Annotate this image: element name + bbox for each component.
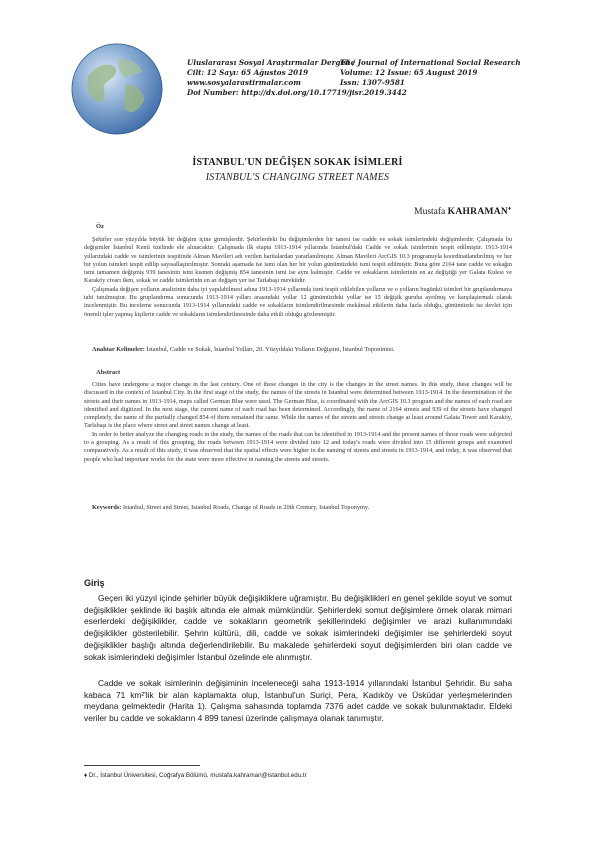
issue-info-en: Volume: 12 Issue: 65 August 2019 xyxy=(340,68,478,77)
intro-paragraph-2 xyxy=(84,678,512,725)
intro-paragraph-1-text: Geçen iki yüzyıl içinde şehirler büyük değişikliklere uğramıştır. Bu değişiklikleri en genel şekilde soyut ve somut değişiklikler şeklinde iki başlık altında ele almak mümkündür. Şehirlerdeki somut değişimlere örnek olarak mimari eserlerdeki değişiklikler, cadde ve sokakların geometrik şekillerindeki değişimler ve arazi kullanımındaki değişiklikler gösterilebilir. Şehrin kültürü, dili, cadde ve sokak isimlerindeki değişimler ise şehirlerdeki soyut değişiklikler başlığı altında değerlendirilebilir. Bu makalede şehirlerdeki soyut değişimlerden biri olan cadde ve sokak isimlerindeki değişimler İstanbul özelinde ele alınmıştır. xyxy=(84,593,512,662)
oz-paragraph-2: Çalışmada değişen yolların analizinin daha iyi yapılabilmesi adına 1913-1914 yıllarında ismi tespit edilebilen yolların ve o yolların bugünkü isimleri bir gruplandırmaya tabi tutulmuştur. Bu gruplandırma sonucunda 1913-1914 yılları arasındaki yollar 12 günümüzdeki yollar ise 15 değişik guruba ayrılmış ve karşılaştırmalı olarak incelenmiştir. Bu inceleme sonucunda 1913-1914 yıllarındaki cadde ve sokakların isimlendirilmesinde mekânsal etkilerin daha fazla olduğu, günümüzde ise devlet için önemli işler yapmış kişilerin cadde ve sokakların isimlendirilmesinde daha etkili olduğu gözlenmiştir. xyxy=(84,285,512,318)
author-footnote: ♦ Dr., İstanbul Üniversitesi, Coğrafya Bölümü, mustafa.kahraman@istanbul.edu.tr xyxy=(84,772,307,779)
intro-paragraph-2-text: Cadde ve sokak isimlerinin değişiminin inceleneceği saha 1913-1914 yıllarındaki İstanbul Şehridir. Bu saha kabaca 71 km²'lik bir alan kaplamakta olup, İstanbul'un Suriçi, Pera, Kadıköy ve Üsküdar yerleşmelerinden meydana gelmektedir (Harita 1). Çalışma sahasında toplamda 7376 adet cadde ve sokak bulunmaktadır. Eldeki veriler bu cadde ve sokakların 4 899 tanesi üzerinde çalışmaya olanak tanımıştır. xyxy=(84,678,512,724)
abstract-paragraph-1: Cities have undergone a major change in the last century. One of these changes in the city is the changes in the street names. In this study, these changes will be discussed in the context of Istanbul City. In the first stage of the study, the names of the streets in Istanbul were determined between 1913-1914. In the determination of the streets and their names in 1913-1914, maps called German Blue were used. The German Blue, is coordinated with the ArcGIS 10.3 program and the names of each road are identified and digitized. In the next stage, the current name of each road has been determined. Accordingly, the name of 2164 streets and 939 of the streets have changed completely, the name of the partially changed 854 of them remained the same. While the names of the streets and streets change at least around Galata Tower and Karaköy, Tarlabaşı is the place where street and street names change at least. xyxy=(84,381,512,430)
journal-website[interactable]: www.sosyalarastirmalar.com xyxy=(187,78,301,87)
footnote-divider xyxy=(84,765,200,766)
oz-paragraph-1: Şehirler son yüzyılda büyük bir değişim içine girmişlerdir. Şehirlerdeki bu değişimlerden bir tanesi ise cadde ve sokak isimlerindeki değişimlerdir. Çalışmada bu değişimler İstanbul Kenti özelinde ele alınacaktır. Çalışmada ilk etapta 1913-1914 yıllarında İstanbul'daki Cadde ve sokak isimlerinin tespit edilmiştir. 1913-1914 yıllarındaki cadde ve isimlerinin tespitinde Alman Mavileri adı verilen haritalardan yararlanılmıştır. Alman Mavileri ArcGIS 10.3 programıyla koordinatlandırılmış ve her bir yolun isimleri tespit edilip sayısallaştırılmıştır. Sonraki aşamada ise ismi olan her bir yolun günümüzdeki ismi tespit edilmiştir. Buna göre 2164 tane cadde ve sokağın ismi tamamen değişmiş 939 tanesinin ismi kısmen değişmiş 854 tanesinin ismi ise aynı kalmıştır. Cadde ve sokakların isimlerinin en az değiştiği yer Galata Kulesi ve Karaköy civarı iken, sokak ve cadde isimlerinin en az değişen yer ise Tarlabaşı mevkiidir. xyxy=(84,236,512,285)
journal-name-en: The Journal of International Social Research xyxy=(340,58,521,67)
oz-keywords xyxy=(92,346,512,353)
journal-header-en xyxy=(340,58,521,88)
en-abstract xyxy=(84,381,512,464)
journal-globe-logo xyxy=(68,40,166,138)
journal-name-tr: Uluslararası Sosyal Araştırmalar Dergisi / xyxy=(187,58,356,67)
doi-number[interactable]: Doi Number: http://dx.doi.org/10.17719/jisr.2019.3442 xyxy=(187,88,407,97)
paper-title-tr: İSTANBUL'UN DEĞİŞEN SOKAK İSİMLERİ xyxy=(192,157,403,168)
author-footnote-mark[interactable]: ♦ xyxy=(508,205,511,212)
author-name xyxy=(414,207,511,217)
oz-abstract xyxy=(84,236,512,319)
abstract-paragraph-2: In order to better analyze the changing roads in the study, the names of the roads that can be identified in 1913-1914 and the present names of those roads were subjected to a grouping. As a result of this grouping, the roads between 1913-1914 were divided into 12 and today's roads were divided into 15 different groups and examined comparatively. As a result of this study, it was observed that the spatial effects were higher in the naming of streets and streets in 1913-1914, and today, it was observed that people who had important works for the state were more effective in naming the streets and streets. xyxy=(84,430,512,463)
journal-header-tr xyxy=(187,58,355,88)
intro-heading: Giriş xyxy=(84,578,105,588)
intro-paragraph-1 xyxy=(84,593,512,663)
paper-title-en: ISTANBUL'S CHANGING STREET NAMES xyxy=(205,172,390,183)
oz-keywords-text: İstanbul, Cadde ve Sokak, İstanbul Yolları, 20. Yüzyıldaki Yolların Değişimi, İstanbul Toponimisi. xyxy=(144,346,395,353)
author-last-name: KAHRAMAN xyxy=(447,207,509,217)
oz-heading: Öz xyxy=(96,223,104,230)
issue-info-tr: Cilt: 12 Sayı: 65 Ağustos 2019 xyxy=(187,68,309,77)
abstract-keywords-text: Istanbul, Street and Street, Istanbul Roads, Change of Roads in 20th Century, Istanbul Toponymy. xyxy=(121,504,370,511)
author-first-name: Mustafa xyxy=(414,207,446,217)
abstract-heading: Abstract xyxy=(96,369,121,376)
abstract-keywords-label: Keywords: xyxy=(92,504,122,511)
issn: Issn: 1307-9581 xyxy=(340,78,405,87)
abstract-keywords xyxy=(92,504,512,511)
oz-keywords-label: Anahtar Kelimeler: xyxy=(92,346,145,353)
